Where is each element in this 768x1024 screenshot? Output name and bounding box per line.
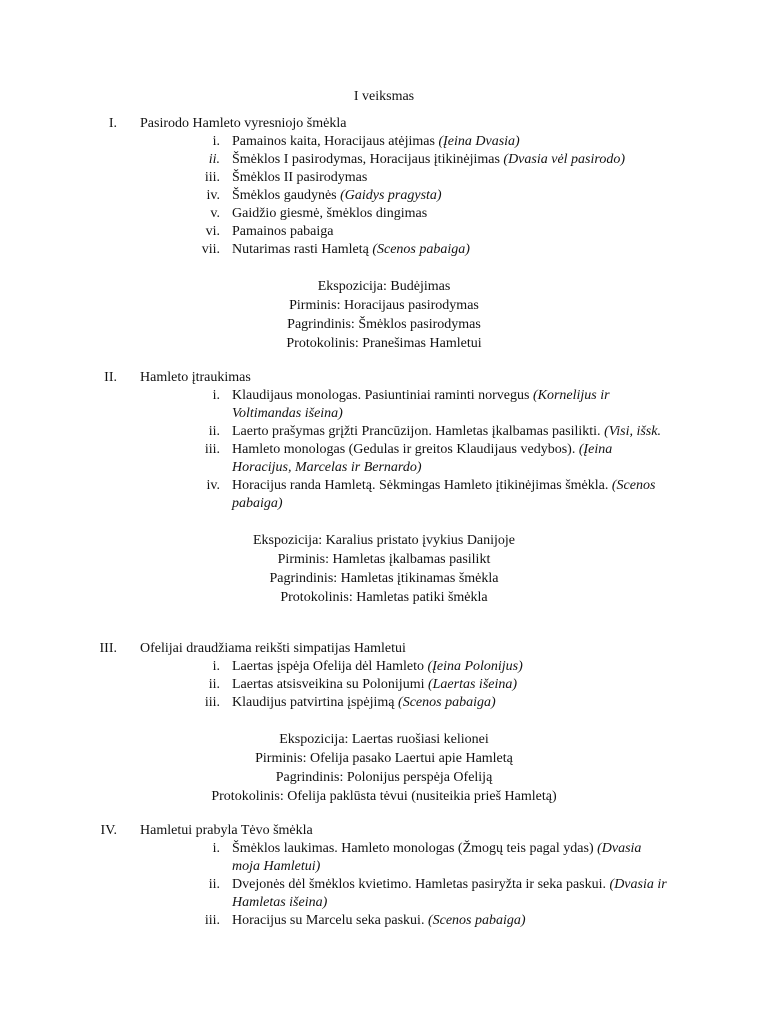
item-number: i. (212, 134, 220, 149)
item-text: Hamleto monologas (Gedulas ir greitos Klaudijaus vedybos). (232, 442, 579, 457)
list-item (0, 423, 768, 441)
list-item (0, 694, 768, 712)
exposition-line: Pagrindinis: Hamletas įtikinamas šmėkla (269, 571, 499, 586)
item-number: iii. (204, 170, 220, 185)
list-item (0, 241, 768, 259)
item-number: i. (212, 659, 220, 674)
item-text: Nutarimas rasti Hamletą (232, 242, 373, 257)
list-item (0, 912, 768, 930)
item-text: Laertas atsisveikina su Polonijumi (232, 677, 428, 692)
exposition-line: Protokolinis: Ofelija paklūsta tėvui (nusiteikia prieš Hamletą) (211, 789, 557, 804)
item-text: Šmėklos II pasirodymas (232, 170, 368, 185)
list-item (0, 840, 768, 876)
item-text: Pamainos kaita, Horacijaus atėjimas (232, 134, 439, 149)
item-text: Gaidžio giesmė, šmėklos dingimas (232, 206, 428, 221)
stage-direction: (Scenos pabaiga) (232, 478, 656, 511)
list-item (0, 658, 768, 676)
item-number: ii. (208, 677, 220, 692)
item-text: Dvejonės dėl šmėklos kvietimo. Hamletas pasiryžta ir seka paskui. (232, 877, 610, 892)
stage-direction: (Dvasia moja Hamletui) (232, 841, 642, 874)
list-item (0, 477, 768, 513)
stage-direction: (Scenos pabaiga) (427, 913, 526, 928)
section-number: III. (99, 641, 117, 656)
stage-direction: (Scenos pabaiga) (372, 242, 470, 257)
stage-direction: (Laertas išeina) (427, 677, 518, 692)
stage-direction: (Gaidys pragysta) (340, 188, 442, 203)
item-text: Klaudijus patvirtina įspėjimą (232, 695, 399, 710)
section-number: IV. (100, 823, 117, 838)
item-text: Horacijus randa Hamletą. Sėkmingas Hamleto įtikinėjimas šmėkla. (232, 478, 612, 493)
exposition-line: Ekspozicija: Karalius pristato įvykius Danijoje (252, 533, 516, 548)
item-text: Šmėklos I pasirodymas, Horacijaus įtikinėjimas (232, 152, 504, 167)
item-number: ii. (208, 152, 220, 167)
list-item (0, 387, 768, 423)
item-text: Laertas įspėja Ofelija dėl Hamleto (232, 659, 428, 674)
section-title: Hamletui prabyla Tėvo šmėkla (140, 823, 313, 838)
list-item (0, 223, 768, 241)
stage-direction: (Įeina Dvasia) (438, 134, 520, 149)
item-number: iv. (206, 478, 220, 493)
section-4 (0, 822, 768, 930)
item-number: iii. (204, 442, 220, 457)
item-number: vii. (201, 242, 220, 257)
section-title: Hamleto įtraukimas (140, 370, 251, 385)
section-number: I. (108, 116, 117, 131)
section-heading (0, 822, 768, 840)
item-text: Klaudijaus monologas. Pasiuntiniai raminti norvegus (232, 388, 533, 403)
item-number: iii. (204, 695, 220, 710)
exposition-line: Protokolinis: Hamletas patiki šmėkla (280, 590, 488, 605)
item-text: Šmėklos gaudynės (232, 188, 341, 203)
item-text: Šmėklos laukimas. Hamleto monologas (Žmogų teis pagal ydas) (232, 841, 598, 856)
list-item (0, 169, 768, 187)
section-heading (0, 369, 768, 387)
stage-direction: (Įeina Horacijus, Marcelas ir Bernardo) (232, 442, 613, 475)
item-text: Horacijus su Marcelu seka paskui. (232, 913, 428, 928)
list-item (0, 151, 768, 169)
section-number: II. (104, 370, 117, 385)
list-item (0, 876, 768, 912)
item-number: i. (212, 388, 220, 403)
section-1 (0, 115, 768, 353)
stage-direction: (Visi, išsk. (604, 424, 661, 439)
stage-direction: (Įeina Polonijus) (427, 659, 523, 674)
section-heading (0, 640, 768, 658)
exposition-line: Pirminis: Ofelija pasako Laertui apie Hamletą (255, 751, 513, 766)
exposition-line: Pirminis: Horacijaus pasirodymas (289, 298, 479, 313)
item-number: i. (212, 841, 220, 856)
exposition-block (0, 730, 768, 806)
exposition-line: Pagrindinis: Polonijus perspėja Ofeliją (275, 770, 493, 785)
stage-direction: (Scenos pabaiga) (398, 695, 496, 710)
list-item (0, 441, 768, 477)
page-title: I veiksmas (353, 89, 415, 104)
stage-direction: (Kornelijus ir Voltimandas išeina) (232, 388, 610, 421)
item-number: v. (210, 206, 220, 221)
exposition-block (0, 277, 768, 353)
stage-direction: (Dvasia ir Hamletas išeina) (232, 877, 667, 910)
list-item (0, 133, 768, 151)
item-number: ii. (208, 424, 220, 439)
exposition-block (0, 531, 768, 607)
exposition-line: Ekspozicija: Budėjimas (317, 279, 451, 294)
section-2 (0, 369, 768, 607)
item-number: iv. (206, 188, 220, 203)
exposition-line: Pagrindinis: Šmėklos pasirodymas (287, 317, 481, 332)
list-item (0, 187, 768, 205)
item-number: iii. (204, 913, 220, 928)
exposition-line: Protokolinis: Pranešimas Hamletui (286, 336, 482, 351)
section-title: Ofelijai draudžiama reikšti simpatijas Hamletui (140, 641, 406, 656)
section-3 (0, 640, 768, 806)
item-number: vi. (205, 224, 220, 239)
item-text: Laerto prašymas grįžti Prancūzijon. Hamletas įkalbamas pasilikti. (232, 424, 605, 439)
list-item (0, 205, 768, 223)
stage-direction: (Dvasia vėl pasirodo) (503, 152, 625, 167)
exposition-line: Pirminis: Hamletas įkalbamas pasilikt (277, 552, 491, 567)
section-title: Pasirodo Hamleto vyresniojo šmėkla (140, 116, 347, 131)
section-heading (0, 115, 768, 133)
exposition-line: Ekspozicija: Laertas ruošiasi kelionei (279, 732, 489, 747)
list-item (0, 676, 768, 694)
item-number: ii. (208, 877, 220, 892)
item-text: Pamainos pabaiga (232, 224, 334, 239)
